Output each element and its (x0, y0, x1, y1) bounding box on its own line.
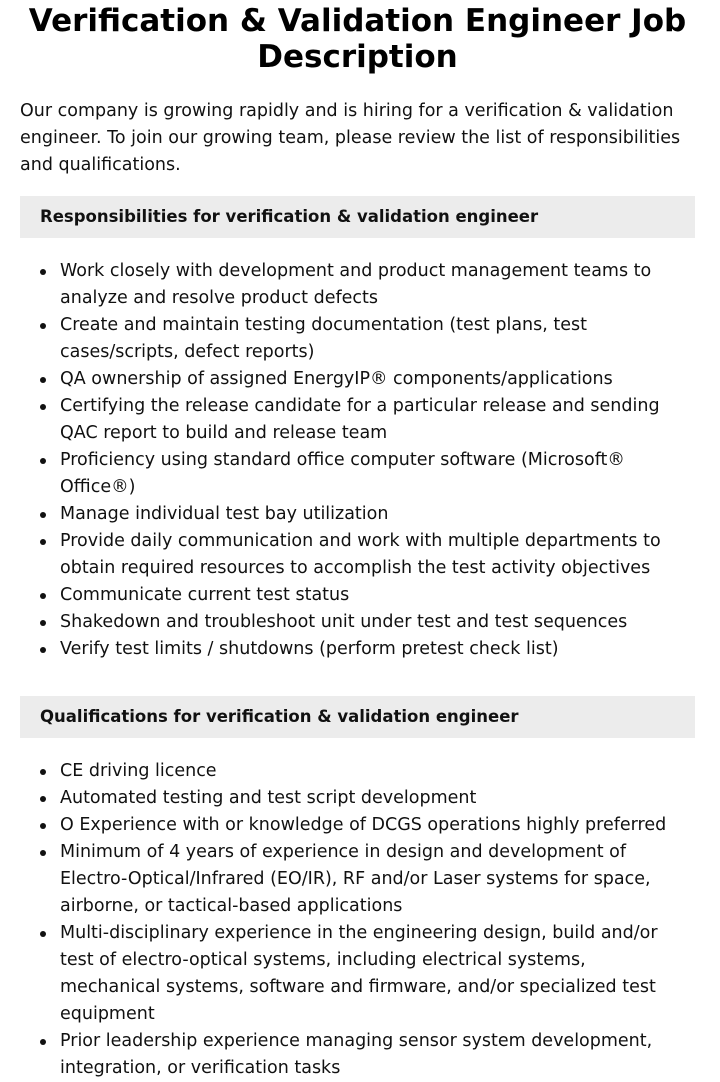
responsibilities-list (20, 258, 695, 663)
list-item-text: Communicate current test status (60, 585, 350, 605)
bullet-icon (40, 647, 46, 653)
list-item-text: Prior leadership experience managing sensor system development, integration, or verification tasks (60, 1031, 653, 1078)
list-item (60, 366, 695, 393)
qualifications-list (20, 758, 695, 1082)
bullet-icon (40, 323, 46, 329)
bullet-icon (40, 377, 46, 383)
bullet-icon (40, 458, 46, 464)
list-item (60, 312, 695, 366)
list-item (60, 582, 695, 609)
list-item (60, 501, 695, 528)
list-item (60, 447, 695, 501)
list-item (60, 609, 695, 636)
list-item (60, 785, 695, 812)
bullet-icon (40, 823, 46, 829)
list-item (60, 258, 695, 312)
list-item-text: Manage individual test bay utilization (60, 504, 389, 524)
bullet-icon (40, 620, 46, 626)
bullet-icon (40, 269, 46, 275)
list-item-text: Proficiency using standard office computer software (Microsoft® Office®) (60, 450, 625, 497)
page-title: Verification & Validation Engineer Job Description (28, 3, 687, 75)
bullet-icon (40, 593, 46, 599)
qualifications-heading: Qualifications for verification & validation engineer (20, 696, 695, 738)
list-item-text: QA ownership of assigned EnergyIP® components/applications (60, 369, 613, 389)
bullet-icon (40, 539, 46, 545)
list-item (60, 839, 695, 920)
list-item-text: Create and maintain testing documentation (test plans, test cases/scripts, defect reports) (60, 315, 587, 362)
list-item (60, 1028, 695, 1082)
bullet-icon (40, 404, 46, 410)
list-item (60, 758, 695, 785)
bullet-icon (40, 1039, 46, 1045)
list-item-text: Multi-disciplinary experience in the engineering design, build and/or test of electro-optical systems, including electrical systems, mechanical systems, software and firmware, and/or specialized test equipment (60, 923, 658, 1024)
bullet-icon (40, 850, 46, 856)
list-item-text: Certifying the release candidate for a particular release and sending QAC report to build and release team (60, 396, 660, 443)
list-item (60, 636, 695, 663)
list-item (60, 920, 695, 1028)
list-item-text: CE driving licence (60, 761, 217, 781)
responsibilities-heading: Responsibilities for verification & validation engineer (20, 196, 695, 238)
list-item-text: Provide daily communication and work with multiple departments to obtain required resources to accomplish the test activity objectives (60, 531, 661, 578)
list-item-text: Verify test limits / shutdowns (perform pretest check list) (60, 639, 559, 659)
bullet-icon (40, 769, 46, 775)
intro-paragraph: Our company is growing rapidly and is hiring for a verification & validation engineer. To join our growing team, please review the list of responsibilities and qualifications. (20, 101, 681, 175)
list-item-text: Work closely with development and product management teams to analyze and resolve product defects (60, 261, 652, 308)
list-item-text: Automated testing and test script development (60, 788, 477, 808)
list-item (60, 528, 695, 582)
bullet-icon (40, 512, 46, 518)
list-item-text: Shakedown and troubleshoot unit under test and test sequences (60, 612, 628, 632)
list-item-text: O Experience with or knowledge of DCGS operations highly preferred (60, 815, 667, 835)
list-item (60, 393, 695, 447)
bullet-icon (40, 796, 46, 802)
bullet-icon (40, 931, 46, 937)
list-item-text: Minimum of 4 years of experience in design and development of Electro-Optical/Infrared (EO/IR), RF and/or Laser systems for space, airborne, or tactical-based applications (60, 842, 651, 916)
list-item (60, 812, 695, 839)
